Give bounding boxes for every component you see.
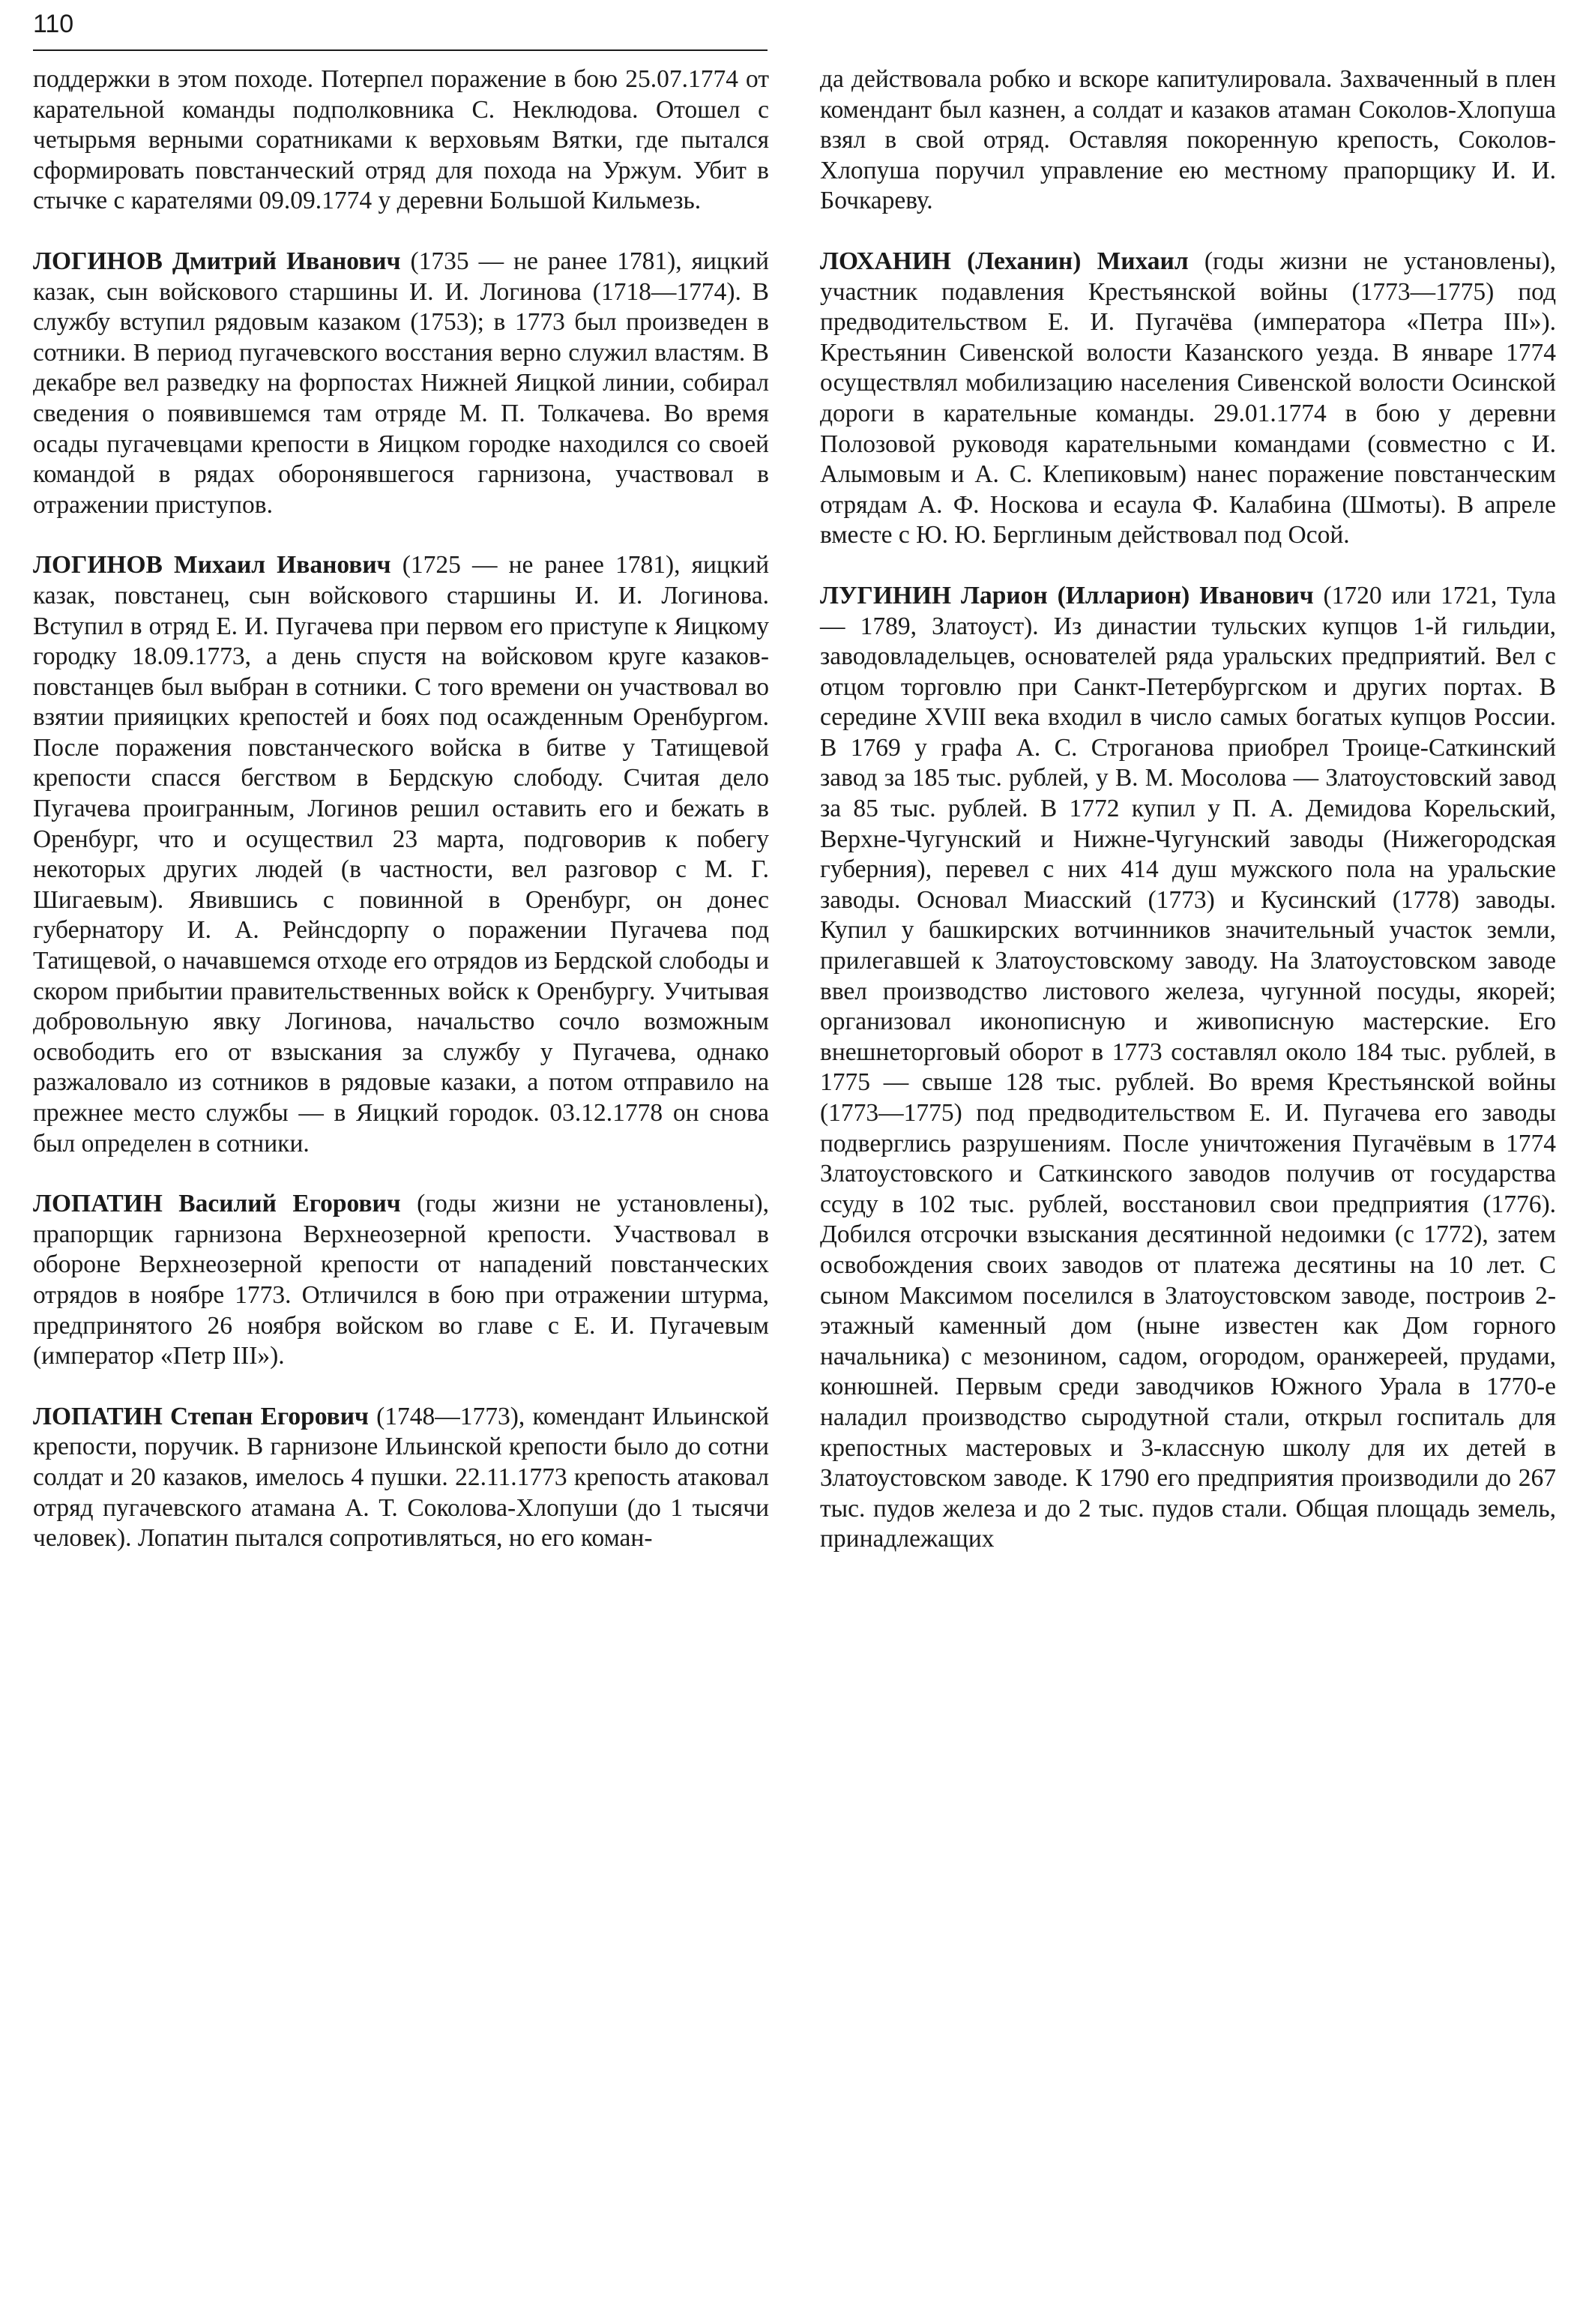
entry-headword: ЛОГИНОВ Дмитрий Иванович (33, 247, 401, 275)
entry-loginov-mikhail (33, 550, 769, 1159)
entry-headword: ЛОХАНИН (Леханин) Михаил (820, 247, 1189, 275)
entry-headword: ЛОПАТИН Василий Егорович (33, 1190, 401, 1218)
left-column (33, 64, 769, 1554)
continuation-paragraph: поддержки в этом походе. Потерпел поражение в бою 25.07.1774 от карательной команды подполковника С. Неклюдова. Отошел с четырьмя верными соратниками к верховьям Вятки, где пытался сформировать повстанческий отряд для похода на Уржум. Убит в стычке с карателями 09.09.1774 у деревни Большой Кильмезь. (33, 65, 769, 215)
entry-text: (годы жизни не установлены), участник подавления Крестьянской войны (1773—1775) под предводительством Е. И. Пугачёва (императора «Петра III»). Крестьянин Сивенской волости Казанского уезда. В январе 1774 осуществлял мобилизацию населения Сивенской волости Осинской дороги в карательные команды. 29.01.1774 в бою у деревни Полозовой руководя карательными командами (совместно с И. Алымовым и А. С. Клепиковым) нанес поражение повстанческим отрядам А. Ф. Носкова и есаула Ф. Калабина (Шмоты). В апреле вместе с Ю. Ю. Берглиным действовал под Осой. (820, 247, 1556, 550)
entry-lopatin-stepan (33, 1402, 769, 1554)
entry-luginin-larion (820, 581, 1556, 1555)
entry-text: (годы жизни не установлены), прапорщик гарнизона Верхнеозерной крепости. Участвовал в обороне Верхнеозерной крепости от нападений повстанческих отрядов в ноябре 1773. Отличился в бою при отражении штурма, предпринятого 26 ноября войском во главе с Е. И. Пугачевым (император «Петр III»). (33, 1190, 769, 1370)
entry-loginov-dmitry (33, 247, 769, 520)
entry-lokhanin-mikhail (820, 247, 1556, 551)
entry-text: (1720 или 1721, Тула — 1789, Златоуст). Из династии тульских купцов 1-й гильдии, заводовладельцев, основателей ряда уральских предприятий. Вел с отцом торговлю при Санкт-Петербургском и других портах. В середине XVIII века входил в число самых богатых купцов России. В 1769 у графа А. С. Строганова приобрел Троице-Саткинский завод за 185 тыс. рублей, у В. М. Мосолова — Златоустовский завод за 85 тыс. рублей. В 1772 купил у П. А. Демидова Корельский, Верхне-Чугунский и Нижне-Чугунский заводы (Нижегородская губерния), перевел с них 414 душ мужского пола на уральские заводы. Основал Миасский (1773) и Кусинский (1778) заводы. Купил у башкирских вотчинников значительный участок земли, прилегавшей к Златоустовскому заводу. На Златоустовском заводе ввел производство листового железа, чугунной посуды, якорей; организовал иконописную и живописную мастерские. Его внешнеторговый оборот в 1773 составлял около 184 тыс. рублей, в 1775 — свыше 128 тыс. рублей. Во время Крестьянской войны (1773—1775) под предводительством Е. И. Пугачева его заводы подверглись разрушениям. После уничтожения Пугачёвым в 1774 Златоустовского и Саткинского заводов получив от государства ссуду в 102 тыс. рублей, восстановил свои предприятия (1776). Добился отсрочки взыскания десятинной недоимки (с 1772), затем освобождения своих заводов от платежа десятины на 10 лет. С сыном Максимом поселился в Златоустовском заводе, построив 2-этажный каменный дом (ныне известен как Дом горного начальника) с мезонином, садом, огородом, оранжереей, прудами, конюшней. Первым среди заводчиков Южного Урала в 1770-е наладил производство сыродутной стали, открыл госпиталь для крепостных мастеровых и 3-классную школу для их детей в Златоустовском заводе. К 1790 его предприятия производили до 267 тыс. пудов железа и до 2 тыс. пудов стали. Общая площадь земель, принадлежащих (820, 581, 1556, 1553)
entry-text: (1725 — не ранее 1781), яицкий казак, повстанец, сын войскового старшины И. И. Логинова. Вступил в отряд Е. И. Пугачева при первом его приступе к Яицкому городку 18.09.1773, а день спустя на войсковом круге казаков-повстанцев был выбран в сотники. С того времени он участвовал во взятии прияицких крепостей и боях под осажденным Оренбургом. После поражения повстанческого войска в битве у Татищевой крепости спасся бегством в Бердскую слободу. Считая дело Пугачева проигранным, Логинов решил оставить его и бежать в Оренбург, что и осуществил 23 марта, подговорив к побегу некоторых других людей (в частности, вел разговор с М. Г. Шигаевым). Явившись с повинной в Оренбург, он донес губернатору И. А. Рейнсдорпу о поражении Пугачева под Татищевой, о начавшемся отходе его отрядов из Бердской слободы и скором прибытии правительственных войск к Оренбургу. Учитывая добровольную явку Логинова, начальство сочло возможным освободить его от взыскания за службу у Пугачева, однако разжаловало из сотников в рядовые казаки, а потом отправило на прежнее место службы — в Яицкий городок. 03.12.1778 он снова был определен в сотники. (33, 551, 769, 1158)
entry-headword: ЛОПАТИН Степан Егорович (33, 1402, 369, 1430)
header-rule (33, 49, 768, 51)
entry-text: (1748—1773), комендант Ильинской крепости, поручик. В гарнизоне Ильинской крепости было до сотни солдат и 20 казаков, имелось 4 пушки. 22.11.1773 крепость атаковал отряд пугачевского атамана А. Т. Соколова-Хлопуши (до 1 тысячи человек). Лопатин пытался сопротивляться, но его коман- (33, 1402, 769, 1553)
page-number: 110 (33, 10, 74, 38)
entry-text: (1735 — не ранее 1781), яицкий казак, сын войскового старшины И. И. Логинова (1718—1774). В службу вступил рядовым казаком (1753); в 1773 был произведен в сотники. В период пугачевского восстания верно служил властям. В декабре вел разведку на форпостах Нижней Яицкой линии, собирал сведения о появившемся там отряде М. П. Толкачева. Во время осады пугачевцами крепости в Яицком городке находился со своей командой в рядах оборонявшегося гарнизона, участвовал в отражении приступов. (33, 247, 769, 519)
continuation-paragraph: да действовала робко и вскоре капитулировала. Захваченный в плен комендант был казнен, а солдат и казаков атаман Соколов-Хлопуша взял в свой отряд. Оставляя покоренную крепость, Соколов-Хлопуша поручил управление ею местному прапорщику И. И. Бочкареву. (820, 65, 1556, 215)
right-column (820, 64, 1556, 1555)
entry-headword: ЛУГИНИН Ларион (Илларион) Иванович (820, 581, 1314, 609)
entry-headword: ЛОГИНОВ Михаил Иванович (33, 551, 391, 580)
entry-lopatin-vasily (33, 1189, 769, 1372)
